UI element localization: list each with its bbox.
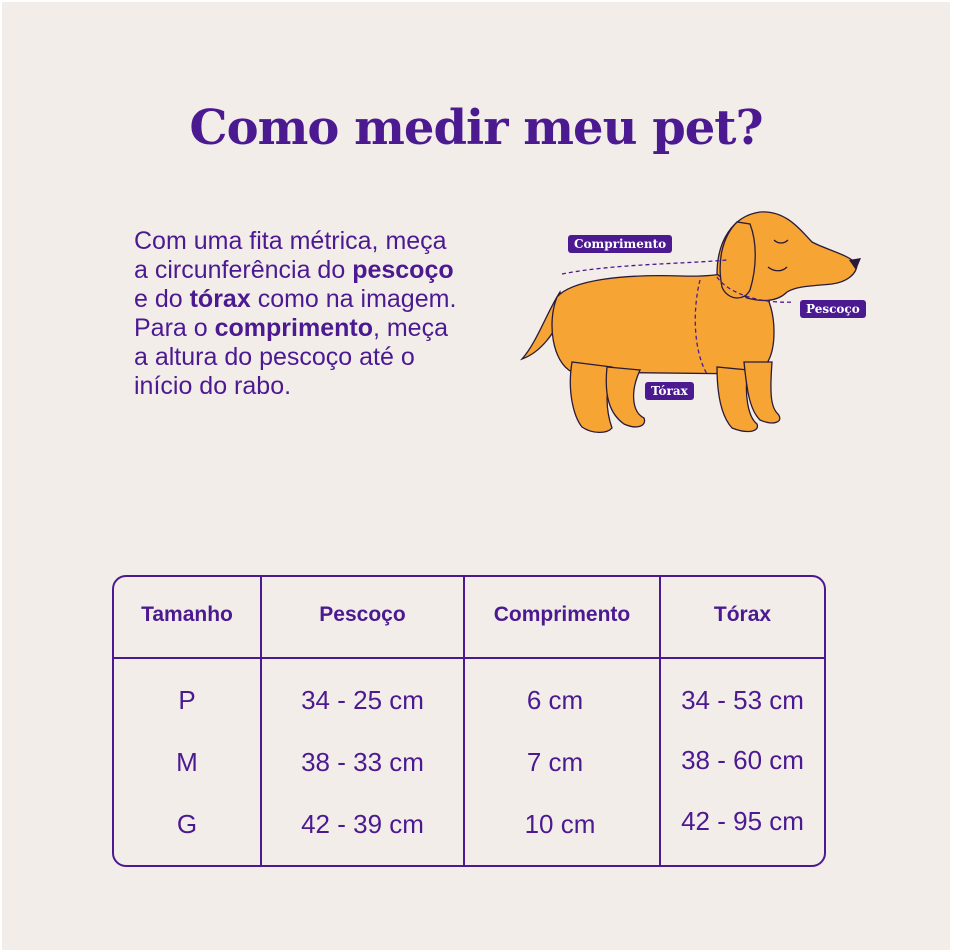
header-neck: Pescoço — [319, 603, 406, 626]
header-divider — [114, 657, 824, 659]
page-title: Como medir meu pet? — [189, 100, 763, 156]
cell-length: 10 cm — [524, 809, 596, 839]
size-table — [112, 575, 826, 867]
header-chest: Tórax — [713, 603, 772, 626]
keyword-chest: tórax — [189, 285, 251, 313]
header-length: Comprimento — [493, 603, 631, 626]
instruction-line: Para o comprimento, meça — [134, 314, 448, 342]
chest-label: Tórax — [645, 382, 694, 400]
instruction-line: e do tórax como na imagem. — [134, 285, 457, 313]
instruction-line: início do rabo. — [134, 372, 292, 400]
cell-chest: 42 - 95 cm — [681, 806, 804, 836]
instruction-line: a altura do pescoço até o — [134, 343, 415, 371]
neck-label: Pescoço — [800, 300, 866, 318]
size-guide-card — [2, 2, 950, 950]
keyword-neck: pescoço — [352, 256, 454, 284]
measuring-instructions — [134, 227, 514, 401]
cell-neck: 34 - 25 cm — [301, 685, 424, 715]
cell-size: M — [176, 747, 198, 777]
cell-length: 7 cm — [526, 747, 584, 777]
header-size: Tamanho — [141, 603, 233, 626]
keyword-length: comprimento — [214, 314, 373, 342]
cell-chest: 34 - 53 cm — [681, 685, 804, 715]
cell-size: P — [178, 685, 196, 715]
cell-neck: 42 - 39 cm — [301, 809, 424, 839]
dog-measurement-illustration — [512, 202, 892, 452]
cell-length: 6 cm — [526, 685, 584, 715]
cell-size: G — [176, 809, 198, 839]
cell-chest: 38 - 60 cm — [681, 745, 804, 775]
length-label: Comprimento — [568, 235, 672, 253]
cell-neck: 38 - 33 cm — [301, 747, 424, 777]
instruction-line: a circunferência do pescoço — [134, 256, 454, 284]
instruction-line: Com uma fita métrica, meça — [134, 227, 447, 255]
